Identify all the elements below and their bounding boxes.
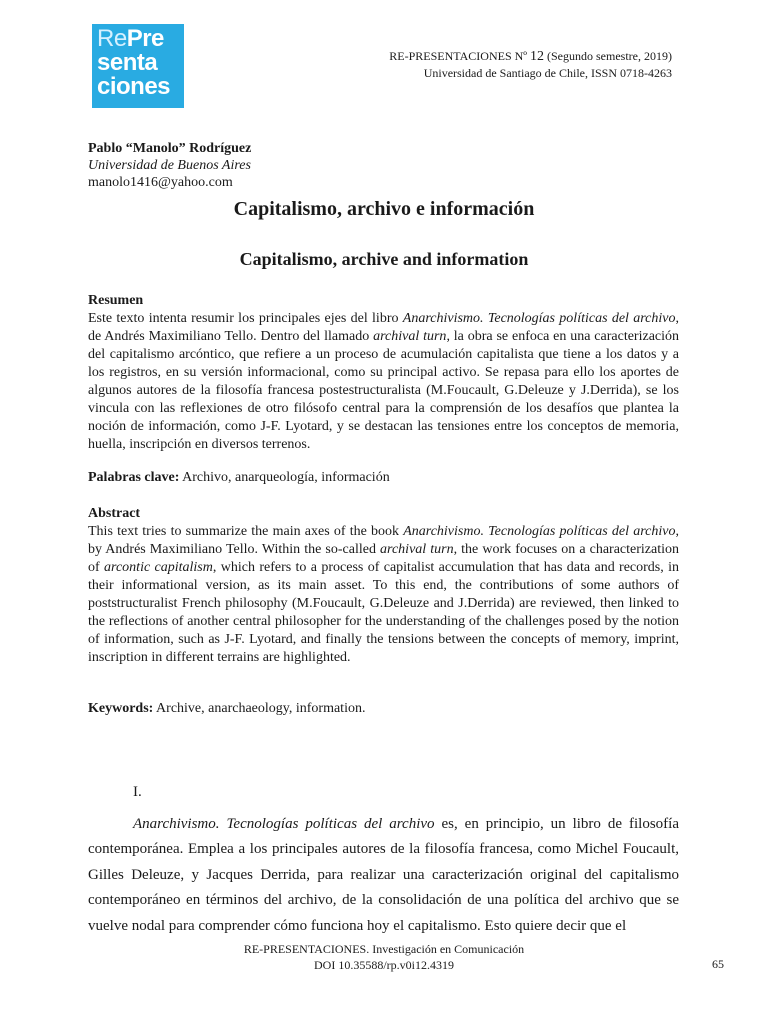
journal-logo (92, 24, 184, 108)
logo-senta: senta (97, 49, 158, 76)
author-block (88, 140, 251, 191)
abstract-section (88, 505, 679, 667)
body-text (88, 780, 679, 939)
journal-name: RE-PRESENTACIONES Nº (389, 49, 528, 63)
section-number: I. (133, 784, 142, 800)
title-spanish: Capitalismo, archivo e información (233, 198, 535, 220)
title-english: Capitalismo, archive and information (239, 249, 529, 269)
author-name: Pablo “Manolo” Rodríguez (88, 141, 252, 156)
logo-ciones: ciones (97, 73, 171, 100)
author-affiliation: Universidad de Buenos Aires (88, 158, 251, 173)
journal-semester: (Segundo semestre, 2019) (547, 49, 672, 63)
keywords (88, 700, 679, 718)
keywords-label: Keywords: (88, 701, 154, 716)
palabras-clave (88, 469, 679, 487)
resumen-heading: Resumen (88, 293, 144, 308)
page-number: 65 (712, 957, 724, 971)
author-email: manolo1416@yahoo.com (88, 175, 233, 190)
journal-issue: 12 (530, 49, 545, 64)
body-paragraph: Anarchivismo. Tecnologías políticas del archivo es, en principio, un libro de filosofía contemporánea. Emplea a los principales autores de la filosofía francesa, como Michel Foucault, Gilles Deleuze, y Jacques Derrida, para realizar una caracterización original del capitalismo contemporáneo en términos del archivo, de la consolidación de una política del archivo que se vuelve nodal para comprender cómo funciona hoy el capitalismo. Esto quiere decir que el (88, 815, 679, 934)
footer-subtitle: . Investigación en Comunicación (366, 942, 525, 956)
abstract-text: This text tries to summarize the main axes of the book Anarchivismo. Tecnologías políticas del archivo, by Andrés Maximiliano Tello. Within the so-called archival turn, the work focuses on a characterization of arcontic capitalism, which refers to a process of capitalist accumulation that has data and records, in their informational version, as its main asset. To this end, the contributions of some authors of poststructuralist French philosophy (M.Foucault, G.Deleuze and J.Derrida) are reviewed, then linked to the reflections of another central philosopher for the understanding of the challenges posed by the notion of information, such as J-F. Lyotard, and finally the tensions between the concepts of memory, imprint, inscription in different terrains are highlighted. (88, 524, 680, 665)
page-footer (0, 941, 768, 973)
journal-header (389, 48, 672, 81)
resumen-section (88, 292, 679, 454)
palabras-clave-label: Palabras clave: (88, 470, 180, 485)
logo-re: Re (97, 25, 127, 52)
abstract-heading: Abstract (88, 506, 141, 521)
logo-pre: Pre (126, 25, 164, 52)
journal-issn: Universidad de Santiago de Chile, ISSN 0718-4263 (423, 66, 672, 80)
keywords-value: Archive, anarchaeology, information. (153, 701, 366, 716)
resumen-text: Este texto intenta resumir los principales ejes del libro Anarchivismo. Tecnologías políticas del archivo, de Andrés Maximiliano Tello. Dentro del llamado archival turn, la obra se enfoca en una caracterización del capitalismo arcóntico, que refiere a un proceso de acumulación capitalista que tiene a los datos y a los registros, en su versión informacional, como su principal activo. Se repasa para ello los aportes de algunos autores de la filosofía francesa postestructuralista (M.Foucault, G.Deleuze y J.Derrida), se los vincula con las reflexiones de otro filósofo central para la comprensión de los desafíos que plantea la noción de información, como J-F. Lyotard, y se destacan las tensiones entre los conceptos de memoria, huella, inscripción en diversos terrenos. (88, 311, 680, 452)
palabras-clave-value: Archivo, anarqueología, información (179, 470, 390, 485)
footer-journal: RE-PRESENTACIONES (243, 942, 367, 956)
footer-doi: DOI 10.35588/rp.v0i12.4319 (314, 958, 454, 972)
